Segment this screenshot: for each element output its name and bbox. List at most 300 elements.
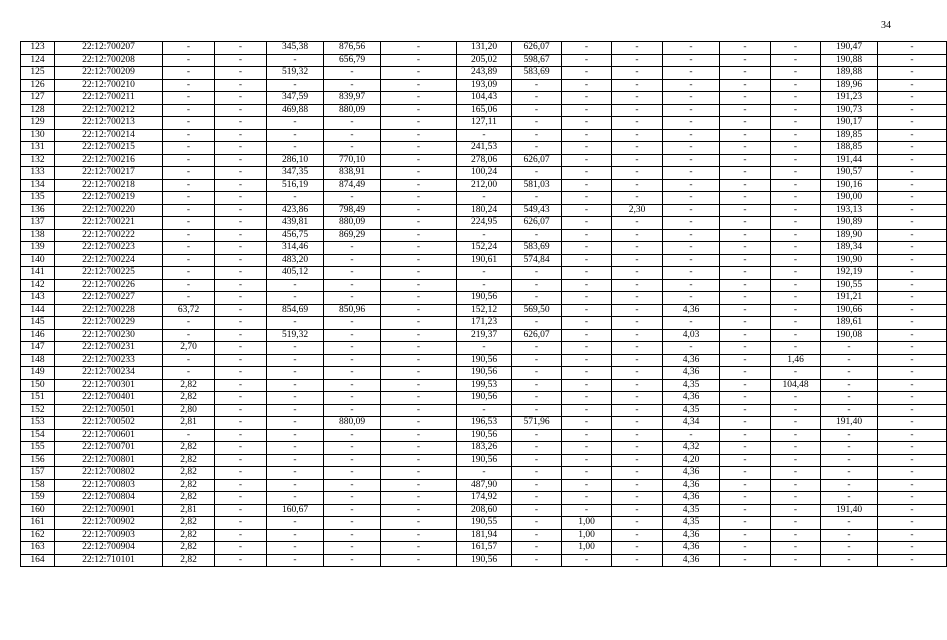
value-cell: - bbox=[163, 279, 215, 292]
value-cell: - bbox=[215, 292, 267, 305]
value-cell: 1,00 bbox=[562, 517, 612, 530]
value-cell: - bbox=[720, 229, 771, 242]
value-cell: - bbox=[512, 554, 562, 567]
row-number-cell: 155 bbox=[21, 442, 55, 455]
table-row bbox=[21, 42, 947, 55]
value-cell: 314,46 bbox=[267, 242, 324, 255]
row-number-cell: 160 bbox=[21, 504, 55, 517]
value-cell: - bbox=[381, 542, 457, 555]
value-cell: - bbox=[720, 79, 771, 92]
value-cell: 571,96 bbox=[512, 417, 562, 430]
value-cell: - bbox=[612, 54, 663, 67]
value-cell: - bbox=[562, 167, 612, 180]
code-cell: 22:12:700214 bbox=[55, 129, 163, 142]
value-cell: - bbox=[663, 429, 720, 442]
row-number-cell: 145 bbox=[21, 317, 55, 330]
value-cell: - bbox=[612, 179, 663, 192]
value-cell: - bbox=[267, 342, 324, 355]
value-cell: - bbox=[771, 442, 821, 455]
code-cell: 22:12:700219 bbox=[55, 192, 163, 205]
value-cell: - bbox=[663, 179, 720, 192]
row-number-cell: 141 bbox=[21, 267, 55, 280]
value-cell: - bbox=[878, 554, 947, 567]
value-cell: - bbox=[771, 417, 821, 430]
value-cell: - bbox=[163, 54, 215, 67]
value-cell: - bbox=[663, 67, 720, 80]
value-cell: 189,88 bbox=[821, 67, 878, 80]
value-cell: - bbox=[878, 242, 947, 255]
value-cell: - bbox=[663, 117, 720, 130]
value-cell: - bbox=[562, 342, 612, 355]
value-cell: - bbox=[771, 542, 821, 555]
value-cell: - bbox=[612, 542, 663, 555]
value-cell: - bbox=[267, 79, 324, 92]
value-cell: 4,35 bbox=[663, 517, 720, 530]
table-row bbox=[21, 192, 947, 205]
value-cell: - bbox=[878, 279, 947, 292]
value-cell: 770,10 bbox=[324, 154, 381, 167]
value-cell: - bbox=[163, 79, 215, 92]
row-number-cell: 153 bbox=[21, 417, 55, 430]
value-cell: 241,53 bbox=[457, 142, 512, 155]
value-cell: 423,86 bbox=[267, 204, 324, 217]
value-cell: - bbox=[381, 204, 457, 217]
value-cell: - bbox=[878, 467, 947, 480]
value-cell: 469,88 bbox=[267, 104, 324, 117]
value-cell: - bbox=[878, 204, 947, 217]
table-row bbox=[21, 117, 947, 130]
value-cell: 190,56 bbox=[457, 392, 512, 405]
table-row bbox=[21, 329, 947, 342]
value-cell: - bbox=[512, 279, 562, 292]
code-cell: 22:12:700221 bbox=[55, 217, 163, 230]
value-cell: - bbox=[457, 342, 512, 355]
value-cell: - bbox=[663, 242, 720, 255]
value-cell: - bbox=[381, 454, 457, 467]
code-cell: 22:12:700501 bbox=[55, 404, 163, 417]
value-cell: - bbox=[612, 142, 663, 155]
value-cell: 4,36 bbox=[663, 492, 720, 505]
value-cell: - bbox=[215, 254, 267, 267]
row-number-cell: 128 bbox=[21, 104, 55, 117]
value-cell: - bbox=[612, 254, 663, 267]
value-cell: - bbox=[720, 129, 771, 142]
value-cell: - bbox=[381, 217, 457, 230]
value-cell: - bbox=[163, 92, 215, 105]
value-cell: - bbox=[821, 392, 878, 405]
value-cell: - bbox=[381, 317, 457, 330]
row-number-cell: 146 bbox=[21, 329, 55, 342]
value-cell: 850,96 bbox=[324, 304, 381, 317]
value-cell: - bbox=[663, 204, 720, 217]
value-cell: - bbox=[512, 92, 562, 105]
value-cell: - bbox=[512, 379, 562, 392]
value-cell: - bbox=[512, 404, 562, 417]
value-cell: - bbox=[771, 104, 821, 117]
value-cell: - bbox=[267, 292, 324, 305]
value-cell: - bbox=[381, 392, 457, 405]
code-cell: 22:12:700217 bbox=[55, 167, 163, 180]
value-cell: - bbox=[457, 279, 512, 292]
table-row bbox=[21, 217, 947, 230]
value-cell: 152,12 bbox=[457, 304, 512, 317]
value-cell: - bbox=[821, 342, 878, 355]
value-cell: - bbox=[878, 504, 947, 517]
value-cell: - bbox=[215, 104, 267, 117]
value-cell: 347,59 bbox=[267, 92, 324, 105]
value-cell: 161,57 bbox=[457, 542, 512, 555]
value-cell: - bbox=[878, 179, 947, 192]
value-cell: - bbox=[771, 554, 821, 567]
row-number-cell: 123 bbox=[21, 42, 55, 55]
value-cell: - bbox=[215, 229, 267, 242]
value-cell: - bbox=[878, 492, 947, 505]
value-cell: - bbox=[512, 317, 562, 330]
value-cell: 483,20 bbox=[267, 254, 324, 267]
table-row bbox=[21, 167, 947, 180]
value-cell: - bbox=[562, 192, 612, 205]
value-cell: 190,55 bbox=[821, 279, 878, 292]
row-number-cell: 158 bbox=[21, 479, 55, 492]
value-cell: - bbox=[267, 354, 324, 367]
value-cell: - bbox=[612, 67, 663, 80]
value-cell: - bbox=[663, 92, 720, 105]
value-cell: - bbox=[878, 104, 947, 117]
value-cell: - bbox=[512, 492, 562, 505]
value-cell: - bbox=[612, 104, 663, 117]
value-cell: 4,36 bbox=[663, 529, 720, 542]
value-cell: - bbox=[771, 242, 821, 255]
value-cell: - bbox=[878, 67, 947, 80]
value-cell: - bbox=[663, 154, 720, 167]
value-cell: - bbox=[878, 529, 947, 542]
value-cell: - bbox=[215, 267, 267, 280]
value-cell: - bbox=[821, 467, 878, 480]
table-row bbox=[21, 229, 947, 242]
value-cell: - bbox=[720, 454, 771, 467]
value-cell: - bbox=[324, 504, 381, 517]
value-cell: - bbox=[163, 329, 215, 342]
table-row bbox=[21, 317, 947, 330]
value-cell: - bbox=[267, 479, 324, 492]
value-cell: - bbox=[720, 242, 771, 255]
value-cell: - bbox=[163, 367, 215, 380]
row-number-cell: 124 bbox=[21, 54, 55, 67]
value-cell: - bbox=[381, 479, 457, 492]
value-cell: - bbox=[381, 492, 457, 505]
value-cell: 193,13 bbox=[821, 204, 878, 217]
value-cell: - bbox=[878, 342, 947, 355]
value-cell: 4,32 bbox=[663, 442, 720, 455]
value-cell: - bbox=[612, 292, 663, 305]
code-cell: 22:12:700803 bbox=[55, 479, 163, 492]
row-number-cell: 159 bbox=[21, 492, 55, 505]
code-cell: 22:12:700208 bbox=[55, 54, 163, 67]
value-cell: - bbox=[771, 317, 821, 330]
value-cell: 199,53 bbox=[457, 379, 512, 392]
value-cell: - bbox=[163, 154, 215, 167]
row-number-cell: 137 bbox=[21, 217, 55, 230]
value-cell: - bbox=[663, 229, 720, 242]
value-cell: - bbox=[562, 304, 612, 317]
table-row bbox=[21, 467, 947, 480]
value-cell: 439,81 bbox=[267, 217, 324, 230]
value-cell: 205,02 bbox=[457, 54, 512, 67]
value-cell: - bbox=[267, 542, 324, 555]
value-cell: - bbox=[771, 292, 821, 305]
data-table bbox=[20, 41, 947, 567]
value-cell: - bbox=[381, 417, 457, 430]
value-cell: - bbox=[381, 254, 457, 267]
value-cell: - bbox=[215, 517, 267, 530]
value-cell: - bbox=[215, 529, 267, 542]
value-cell: 104,48 bbox=[771, 379, 821, 392]
value-cell: - bbox=[215, 129, 267, 142]
value-cell: 286,10 bbox=[267, 154, 324, 167]
value-cell: - bbox=[878, 217, 947, 230]
value-cell: - bbox=[771, 492, 821, 505]
value-cell: - bbox=[771, 229, 821, 242]
value-cell: 189,96 bbox=[821, 79, 878, 92]
value-cell: 2,82 bbox=[163, 392, 215, 405]
table-row bbox=[21, 492, 947, 505]
value-cell: 190,56 bbox=[457, 554, 512, 567]
value-cell: - bbox=[512, 367, 562, 380]
value-cell: 4,35 bbox=[663, 504, 720, 517]
value-cell: - bbox=[562, 154, 612, 167]
value-cell: - bbox=[720, 279, 771, 292]
value-cell: - bbox=[215, 304, 267, 317]
value-cell: - bbox=[878, 142, 947, 155]
table-row bbox=[21, 54, 947, 67]
value-cell: 181,94 bbox=[457, 529, 512, 542]
value-cell: - bbox=[324, 67, 381, 80]
value-cell: - bbox=[878, 454, 947, 467]
value-cell: - bbox=[771, 504, 821, 517]
value-cell: - bbox=[771, 454, 821, 467]
value-cell: - bbox=[878, 42, 947, 55]
value-cell: 4,36 bbox=[663, 554, 720, 567]
value-cell: - bbox=[878, 317, 947, 330]
row-number-cell: 161 bbox=[21, 517, 55, 530]
value-cell: 2,82 bbox=[163, 529, 215, 542]
value-cell: - bbox=[215, 192, 267, 205]
value-cell: - bbox=[215, 317, 267, 330]
value-cell: 2,82 bbox=[163, 554, 215, 567]
value-cell: - bbox=[878, 479, 947, 492]
row-number-cell: 139 bbox=[21, 242, 55, 255]
row-number-cell: 140 bbox=[21, 254, 55, 267]
value-cell: 278,06 bbox=[457, 154, 512, 167]
table-row bbox=[21, 179, 947, 192]
value-cell: 2,82 bbox=[163, 442, 215, 455]
table-row bbox=[21, 529, 947, 542]
value-cell: - bbox=[163, 192, 215, 205]
value-cell: 345,38 bbox=[267, 42, 324, 55]
value-cell: 191,21 bbox=[821, 292, 878, 305]
row-number-cell: 134 bbox=[21, 179, 55, 192]
row-number-cell: 163 bbox=[21, 542, 55, 555]
value-cell: - bbox=[215, 442, 267, 455]
value-cell: 189,90 bbox=[821, 229, 878, 242]
value-cell: 190,73 bbox=[821, 104, 878, 117]
code-cell: 22:12:700804 bbox=[55, 492, 163, 505]
value-cell: 4,35 bbox=[663, 404, 720, 417]
value-cell: - bbox=[267, 54, 324, 67]
table-row bbox=[21, 267, 947, 280]
value-cell: - bbox=[324, 254, 381, 267]
value-cell: - bbox=[663, 342, 720, 355]
code-cell: 22:12:700224 bbox=[55, 254, 163, 267]
value-cell: - bbox=[324, 542, 381, 555]
value-cell: - bbox=[324, 279, 381, 292]
value-cell: - bbox=[163, 179, 215, 192]
value-cell: - bbox=[771, 342, 821, 355]
table-row bbox=[21, 354, 947, 367]
value-cell: - bbox=[878, 354, 947, 367]
row-number-cell: 143 bbox=[21, 292, 55, 305]
value-cell: - bbox=[324, 404, 381, 417]
value-cell: 2,81 bbox=[163, 417, 215, 430]
value-cell: 405,12 bbox=[267, 267, 324, 280]
value-cell: - bbox=[163, 129, 215, 142]
value-cell: - bbox=[381, 442, 457, 455]
value-cell: - bbox=[457, 404, 512, 417]
value-cell: - bbox=[215, 54, 267, 67]
value-cell: 869,29 bbox=[324, 229, 381, 242]
value-cell: - bbox=[512, 442, 562, 455]
value-cell: - bbox=[562, 179, 612, 192]
value-cell: 190,66 bbox=[821, 304, 878, 317]
value-cell: 2,80 bbox=[163, 404, 215, 417]
value-cell: - bbox=[324, 379, 381, 392]
value-cell: - bbox=[562, 329, 612, 342]
value-cell: - bbox=[720, 292, 771, 305]
value-cell: 160,67 bbox=[267, 504, 324, 517]
value-cell: - bbox=[562, 79, 612, 92]
value-cell: 347,35 bbox=[267, 167, 324, 180]
value-cell: - bbox=[720, 479, 771, 492]
value-cell: - bbox=[267, 192, 324, 205]
value-cell: - bbox=[324, 292, 381, 305]
value-cell: - bbox=[324, 342, 381, 355]
value-cell: - bbox=[562, 417, 612, 430]
code-cell: 22:12:700230 bbox=[55, 329, 163, 342]
value-cell: - bbox=[821, 404, 878, 417]
value-cell: - bbox=[324, 517, 381, 530]
value-cell: - bbox=[381, 279, 457, 292]
value-cell: 191,44 bbox=[821, 154, 878, 167]
value-cell: - bbox=[324, 554, 381, 567]
value-cell: 4,36 bbox=[663, 304, 720, 317]
value-cell: - bbox=[771, 54, 821, 67]
value-cell: - bbox=[720, 67, 771, 80]
value-cell: - bbox=[878, 542, 947, 555]
value-cell: - bbox=[457, 229, 512, 242]
value-cell: - bbox=[562, 217, 612, 230]
code-cell: 22:12:700220 bbox=[55, 204, 163, 217]
value-cell: - bbox=[512, 167, 562, 180]
row-number-cell: 127 bbox=[21, 92, 55, 105]
value-cell: 519,32 bbox=[267, 67, 324, 80]
value-cell: 190,56 bbox=[457, 354, 512, 367]
value-cell: - bbox=[324, 429, 381, 442]
value-cell: - bbox=[720, 117, 771, 130]
value-cell: - bbox=[720, 517, 771, 530]
value-cell: - bbox=[663, 192, 720, 205]
value-cell: - bbox=[324, 442, 381, 455]
value-cell: - bbox=[821, 517, 878, 530]
value-cell: - bbox=[512, 479, 562, 492]
value-cell: 189,61 bbox=[821, 317, 878, 330]
value-cell: - bbox=[215, 329, 267, 342]
table-row bbox=[21, 129, 947, 142]
value-cell: 190,56 bbox=[457, 367, 512, 380]
value-cell: - bbox=[612, 379, 663, 392]
value-cell: - bbox=[215, 179, 267, 192]
value-cell: - bbox=[821, 529, 878, 542]
value-cell: - bbox=[267, 429, 324, 442]
row-number-cell: 131 bbox=[21, 142, 55, 155]
table-row bbox=[21, 104, 947, 117]
code-cell: 22:12:700233 bbox=[55, 354, 163, 367]
value-cell: 191,40 bbox=[821, 504, 878, 517]
value-cell: 2,82 bbox=[163, 517, 215, 530]
value-cell: - bbox=[215, 92, 267, 105]
value-cell: - bbox=[562, 104, 612, 117]
value-cell: 193,09 bbox=[457, 79, 512, 92]
value-cell: - bbox=[512, 192, 562, 205]
value-cell: - bbox=[457, 267, 512, 280]
value-cell: - bbox=[381, 367, 457, 380]
row-number-cell: 129 bbox=[21, 117, 55, 130]
value-cell: - bbox=[381, 179, 457, 192]
value-cell: - bbox=[612, 117, 663, 130]
value-cell: - bbox=[720, 542, 771, 555]
value-cell: - bbox=[562, 479, 612, 492]
value-cell: - bbox=[512, 342, 562, 355]
value-cell: - bbox=[267, 117, 324, 130]
value-cell: - bbox=[324, 367, 381, 380]
value-cell: - bbox=[612, 242, 663, 255]
value-cell: - bbox=[878, 129, 947, 142]
value-cell: - bbox=[821, 479, 878, 492]
value-cell: 2,82 bbox=[163, 479, 215, 492]
value-cell: - bbox=[381, 192, 457, 205]
value-cell: 880,09 bbox=[324, 104, 381, 117]
value-cell: - bbox=[771, 167, 821, 180]
value-cell: - bbox=[163, 267, 215, 280]
value-cell: - bbox=[562, 354, 612, 367]
value-cell: 2,82 bbox=[163, 454, 215, 467]
value-cell: - bbox=[215, 242, 267, 255]
value-cell: - bbox=[324, 267, 381, 280]
value-cell: - bbox=[512, 529, 562, 542]
code-cell: 22:12:700223 bbox=[55, 242, 163, 255]
value-cell: - bbox=[381, 92, 457, 105]
value-cell: - bbox=[663, 104, 720, 117]
value-cell: - bbox=[821, 429, 878, 442]
value-cell: 190,56 bbox=[457, 429, 512, 442]
value-cell: - bbox=[381, 42, 457, 55]
value-cell: - bbox=[381, 154, 457, 167]
code-cell: 22:12:700228 bbox=[55, 304, 163, 317]
value-cell: - bbox=[720, 204, 771, 217]
value-cell: 4,36 bbox=[663, 467, 720, 480]
value-cell: - bbox=[562, 317, 612, 330]
value-cell: 876,56 bbox=[324, 42, 381, 55]
value-cell: - bbox=[324, 129, 381, 142]
